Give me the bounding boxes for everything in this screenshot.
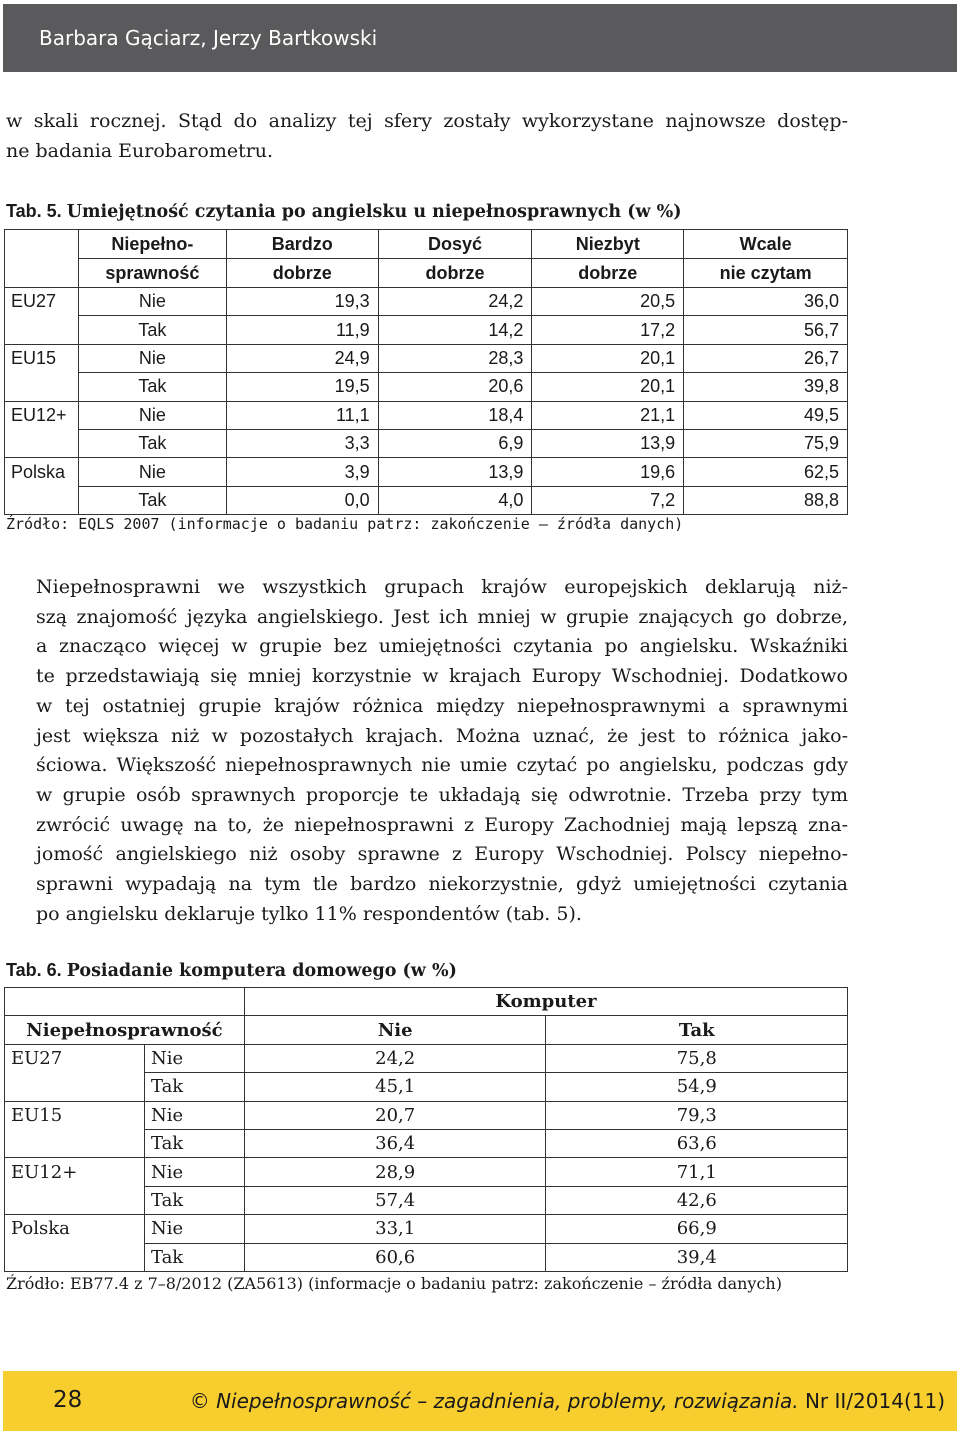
row-group-label: EU15 bbox=[5, 344, 79, 372]
table-cell: 60,6 bbox=[244, 1243, 546, 1271]
row-sub-label: Nie bbox=[78, 458, 226, 486]
body-line: Niepełnosprawni we wszystkich grupach krajów europejskich deklarują niż- bbox=[36, 576, 848, 598]
row-sub-label: Nie bbox=[144, 1101, 244, 1129]
row-group-label: Polska bbox=[5, 458, 79, 486]
row-sub-label: Nie bbox=[78, 288, 226, 316]
table-cell: 0,0 bbox=[226, 486, 378, 514]
table-cell: 3,3 bbox=[226, 429, 378, 457]
table-cell: 62,5 bbox=[684, 458, 848, 486]
row-group-label bbox=[5, 1073, 145, 1101]
table5-header-cell: Niepełno- bbox=[78, 230, 226, 259]
table5-header-cell: sprawność bbox=[78, 259, 226, 288]
table-cell: 21,1 bbox=[532, 401, 684, 429]
table-row bbox=[5, 1101, 848, 1129]
table-cell: 20,6 bbox=[378, 373, 532, 401]
body-line: w grupie osób sprawnych proporcje te układają się odwrotnie. Trzeba przy tym bbox=[36, 783, 848, 806]
table6-header-row bbox=[5, 1016, 848, 1044]
table6-caption bbox=[6, 960, 457, 981]
table-cell: 6,9 bbox=[378, 429, 532, 457]
table5-header-cell: nie czytam bbox=[684, 259, 848, 288]
table-row bbox=[5, 373, 848, 401]
row-sub-label: Nie bbox=[144, 1215, 244, 1243]
table-row bbox=[5, 458, 848, 486]
row-group-label: EU15 bbox=[5, 1101, 145, 1129]
table-row bbox=[5, 1186, 848, 1214]
table6-header-cell: Tak bbox=[546, 1016, 848, 1044]
table5-caption bbox=[6, 201, 682, 222]
table-cell: 19,5 bbox=[226, 373, 378, 401]
table-cell: 13,9 bbox=[532, 429, 684, 457]
journal-reference bbox=[190, 1389, 945, 1413]
table6-body bbox=[5, 1044, 848, 1271]
table5-header-cell: Dosyć bbox=[378, 230, 532, 259]
table-row bbox=[5, 1158, 848, 1186]
table5-header-corner bbox=[5, 259, 79, 288]
table-cell: 17,2 bbox=[532, 316, 684, 344]
page-footer bbox=[3, 1371, 957, 1431]
row-group-label: EU12+ bbox=[5, 1158, 145, 1186]
row-sub-label: Nie bbox=[78, 401, 226, 429]
table5-header-cell: dobrze bbox=[226, 259, 378, 288]
journal-issue: Nr II/2014(11) bbox=[798, 1389, 945, 1413]
table-cell: 19,6 bbox=[532, 458, 684, 486]
table-cell: 75,8 bbox=[546, 1044, 848, 1072]
table-cell: 4,0 bbox=[378, 486, 532, 514]
body-line: w tej ostatniej grupie krajów różnica między niepełnosprawnymi a sprawnymi bbox=[36, 694, 848, 717]
table5-source: Źródło: EQLS 2007 (informacje o badaniu patrz: zakończenie – źródła danych) bbox=[6, 515, 684, 533]
table-row bbox=[5, 288, 848, 316]
table-cell: 24,9 bbox=[226, 344, 378, 372]
row-group-label: EU27 bbox=[5, 1044, 145, 1072]
row-group-label: EU27 bbox=[5, 288, 79, 316]
table-cell: 75,9 bbox=[684, 429, 848, 457]
table-row bbox=[5, 401, 848, 429]
table5-header-cell: dobrze bbox=[378, 259, 532, 288]
table-cell: 54,9 bbox=[546, 1073, 848, 1101]
table-cell: 66,9 bbox=[546, 1215, 848, 1243]
table5-header-row bbox=[5, 230, 848, 259]
body-line: a znacząco więcej w grupie bez umiejętności czytania po angielsku. Wskaźniki bbox=[36, 635, 848, 658]
row-sub-label: Nie bbox=[144, 1158, 244, 1186]
table5-header-cell: Bardzo bbox=[226, 230, 378, 259]
table5-header-cell: Niezbyt bbox=[532, 230, 684, 259]
body-line: sprawni wypadają na tym tle bardzo niekorzystnie, gdyż umiejętności czytania bbox=[36, 873, 848, 896]
table-cell: 36,0 bbox=[684, 288, 848, 316]
header-authors: Barbara Gąciarz, Jerzy Bartkowski bbox=[39, 26, 378, 50]
row-group-label bbox=[5, 373, 79, 401]
row-sub-label: Nie bbox=[78, 344, 226, 372]
table-row bbox=[5, 1243, 848, 1271]
table-cell: 20,1 bbox=[532, 373, 684, 401]
table-cell: 33,1 bbox=[244, 1215, 546, 1243]
journal-title: Niepełnosprawność – zagadnienia, problemy, rozwiązania. bbox=[216, 1389, 799, 1413]
row-sub-label: Nie bbox=[144, 1044, 244, 1072]
table6-title: Posiadanie komputera domowego (w %) bbox=[66, 961, 457, 981]
table6-group-header-row bbox=[5, 988, 848, 1016]
table-row bbox=[5, 1129, 848, 1157]
table-cell: 79,3 bbox=[546, 1101, 848, 1129]
table-cell: 11,9 bbox=[226, 316, 378, 344]
body-line: ściowa. Większość niepełnosprawnych nie umie czytać po angielsku, podczas gdy bbox=[36, 754, 848, 777]
table-cell: 20,1 bbox=[532, 344, 684, 372]
table5 bbox=[4, 229, 848, 515]
table-cell: 20,5 bbox=[532, 288, 684, 316]
table-cell: 7,2 bbox=[532, 486, 684, 514]
table5-header-cell: Wcale bbox=[684, 230, 848, 259]
table-row bbox=[5, 1044, 848, 1072]
table-cell: 18,4 bbox=[378, 401, 532, 429]
table5-header-corner bbox=[5, 230, 79, 259]
row-sub-label: Tak bbox=[78, 429, 226, 457]
body-line: te przedstawiają się mniej korzystnie w krajach Europy Wschodniej. Dodatkowo bbox=[36, 665, 848, 688]
table-cell: 88,8 bbox=[684, 486, 848, 514]
row-group-label: EU12+ bbox=[5, 401, 79, 429]
table-row bbox=[5, 1073, 848, 1101]
table-row bbox=[5, 486, 848, 514]
table-cell: 39,8 bbox=[684, 373, 848, 401]
table5-body bbox=[5, 288, 848, 515]
table6-label: Tab. 6. bbox=[6, 960, 62, 980]
table-row bbox=[5, 1215, 848, 1243]
table-cell: 11,1 bbox=[226, 401, 378, 429]
table-cell: 57,4 bbox=[244, 1186, 546, 1214]
table-row bbox=[5, 344, 848, 372]
row-group-label bbox=[5, 1129, 145, 1157]
table-cell: 28,3 bbox=[378, 344, 532, 372]
table5-label: Tab. 5. bbox=[6, 201, 62, 221]
table6-group-header: Komputer bbox=[244, 988, 847, 1016]
table-cell: 19,3 bbox=[226, 288, 378, 316]
table6-header-corner bbox=[5, 988, 245, 1016]
table-cell: 24,2 bbox=[378, 288, 532, 316]
row-sub-label: Tak bbox=[144, 1129, 244, 1157]
table-cell: 56,7 bbox=[684, 316, 848, 344]
page-number: 28 bbox=[53, 1387, 83, 1413]
table5-title: Umiejętność czytania po angielsku u niepełnosprawnych (w %) bbox=[66, 202, 682, 222]
table5-header-cell: dobrze bbox=[532, 259, 684, 288]
body-line: szą znajomość języka angielskiego. Jest ich mniej w grupie znających go dobrze, bbox=[36, 605, 848, 628]
table-cell: 3,9 bbox=[226, 458, 378, 486]
intro-paragraph bbox=[6, 107, 848, 166]
table-cell: 49,5 bbox=[684, 401, 848, 429]
row-sub-label: Tak bbox=[144, 1243, 244, 1271]
table-cell: 45,1 bbox=[244, 1073, 546, 1101]
row-group-label bbox=[5, 316, 79, 344]
table6-header-cell: Nie bbox=[244, 1016, 546, 1044]
body-line: jomość angielskiego niż osoby sprawne z Europy Wschodniej. Polscy niepełno- bbox=[36, 843, 848, 866]
table-cell: 63,6 bbox=[546, 1129, 848, 1157]
row-group-label bbox=[5, 486, 79, 514]
intro-line: ne badania Eurobarometru. bbox=[6, 139, 274, 162]
row-group-label bbox=[5, 429, 79, 457]
table-cell: 14,2 bbox=[378, 316, 532, 344]
table-cell: 39,4 bbox=[546, 1243, 848, 1271]
row-group-label: Polska bbox=[5, 1215, 145, 1243]
table-cell: 71,1 bbox=[546, 1158, 848, 1186]
body-line: zwrócić uwagę na to, że niepełnosprawni z Europy Zachodniej mają lepszą zna- bbox=[36, 813, 848, 836]
table6-header-cell: Niepełnosprawność bbox=[5, 1016, 245, 1044]
table-cell: 28,9 bbox=[244, 1158, 546, 1186]
running-header bbox=[3, 4, 957, 72]
table-row bbox=[5, 316, 848, 344]
table5-header-row bbox=[5, 259, 848, 288]
table-cell: 36,4 bbox=[244, 1129, 546, 1157]
body-line: po angielsku deklaruje tylko 11% respondentów (tab. 5). bbox=[36, 902, 582, 925]
row-sub-label: Tak bbox=[78, 316, 226, 344]
row-sub-label: Tak bbox=[144, 1073, 244, 1101]
row-group-label bbox=[5, 1186, 145, 1214]
row-sub-label: Tak bbox=[144, 1186, 244, 1214]
table6-source: Źródło: EB77.4 z 7–8/2012 (ZA5613) (informacje o badaniu patrz: zakończenie – źródła danych) bbox=[6, 1274, 782, 1293]
body-line: jest większa niż w pozostałych krajach. Można uznać, że jest to różnica jako- bbox=[36, 724, 848, 747]
table-cell: 20,7 bbox=[244, 1101, 546, 1129]
table-cell: 42,6 bbox=[546, 1186, 848, 1214]
row-sub-label: Tak bbox=[78, 486, 226, 514]
row-group-label bbox=[5, 1243, 145, 1271]
table-row bbox=[5, 429, 848, 457]
table-cell: 26,7 bbox=[684, 344, 848, 372]
intro-line: w skali rocznej. Stąd do analizy tej sfery zostały wykorzystane najnowsze dostęp- bbox=[6, 110, 848, 132]
table6 bbox=[4, 987, 848, 1272]
table-cell: 13,9 bbox=[378, 458, 532, 486]
row-sub-label: Tak bbox=[78, 373, 226, 401]
copyright-symbol: © bbox=[189, 1389, 217, 1413]
table-cell: 24,2 bbox=[244, 1044, 546, 1072]
body-paragraph bbox=[6, 573, 848, 929]
